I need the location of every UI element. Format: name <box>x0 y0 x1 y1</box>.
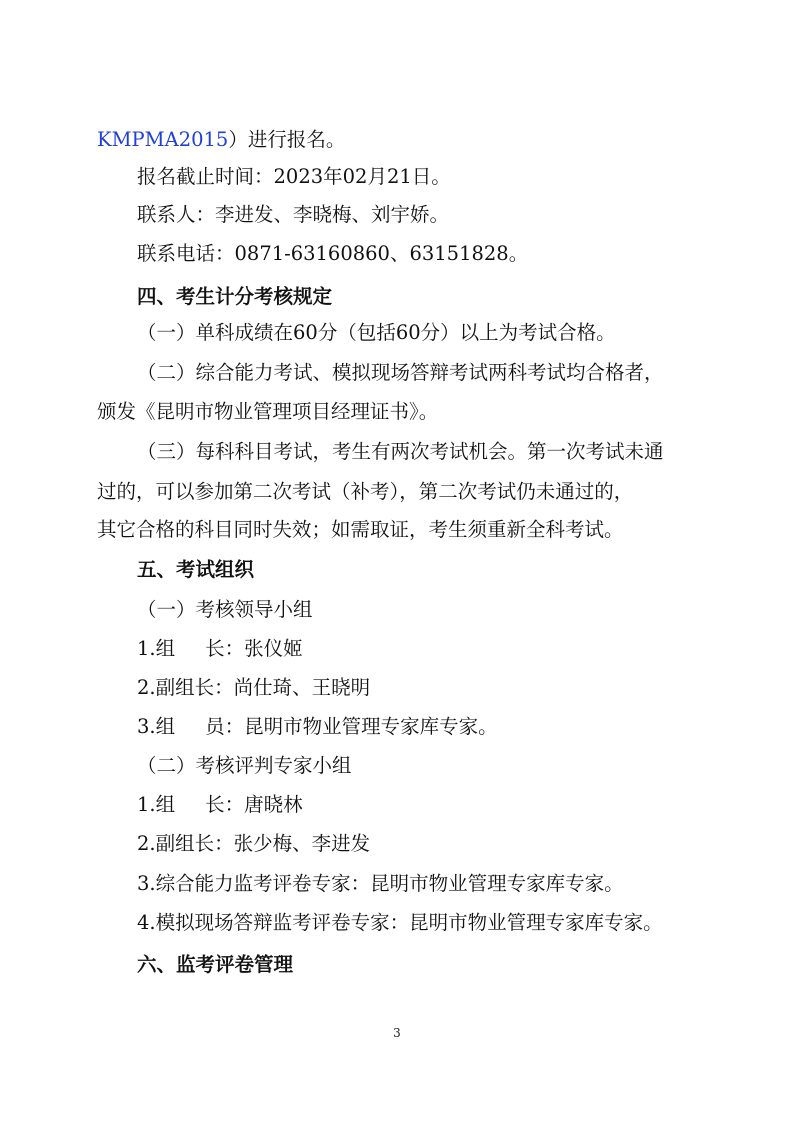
group-1-leader <box>137 637 697 661</box>
group-1-leader-label-b: 长：张仪姬 <box>205 637 303 660</box>
group-1-deputy: 2.副组长：尚仕琦、王晓明 <box>137 676 371 699</box>
group-1-leader-label-a: 1.组 <box>137 637 176 660</box>
section-5-heading: 五、考试组织 <box>137 558 255 581</box>
group-2-comprehensive: 3.综合能力监考评卷专家：昆明市物业管理专家库专家。 <box>137 872 624 895</box>
deadline-text: 报名截止时间：2023年02月21日。 <box>137 165 451 188</box>
group-2-leader <box>137 793 697 817</box>
section-4-item-1: （一）单科成绩在60分（包括60分）以上为考试合格。 <box>137 321 616 344</box>
section-4-item-3-line-3: 其它合格的科目同时失效；如需取证，考生须重新全科考试。 <box>97 518 624 541</box>
section-4-item-2-line-1: （二）综合能力考试、模拟现场答辩考试两科考试均合格者， <box>137 361 664 384</box>
group-1-members <box>137 715 697 739</box>
section-4-heading: 四、考生计分考核规定 <box>137 285 333 308</box>
registration-line <box>97 128 697 152</box>
contacts-text: 联系人：李进发、李晓梅、刘宇娇。 <box>137 203 450 226</box>
group-1-member-label-b: 员：昆明市物业管理专家库专家。 <box>205 715 498 738</box>
group-1-member-label-a: 3.组 <box>137 715 176 738</box>
group-2-deputy: 2.副组长：张少梅、李进发 <box>137 832 371 855</box>
group-2-leader-label-b: 长：唐晓林 <box>205 793 303 816</box>
section-6-heading: 六、监考评卷管理 <box>137 953 294 976</box>
group-2-title: （二）考核评判专家小组 <box>137 754 352 777</box>
section-4-item-3-line-1: （三）每科科目考试，考生有两次考试机会。第一次考试未通 <box>137 440 664 463</box>
registration-code-link[interactable]: KMPMA2015 <box>97 128 229 151</box>
phone-text: 联系电话：0871-63160860、63151828。 <box>137 242 529 265</box>
group-2-simulation: 4.模拟现场答辩监考评卷专家：昆明市物业管理专家库专家。 <box>137 911 663 934</box>
section-4-item-3-line-2: 过的，可以参加第二次考试（补考），第二次考试仍未通过的， <box>97 480 634 503</box>
section-4-item-2-line-2: 颁发《昆明市物业管理项目经理证书》。 <box>97 400 439 423</box>
group-1-title: （一）考核领导小组 <box>137 598 313 621</box>
registration-line-text: ）进行报名。 <box>228 128 346 151</box>
page-number: 3 <box>393 1026 401 1040</box>
group-2-leader-label-a: 1.组 <box>137 793 176 816</box>
